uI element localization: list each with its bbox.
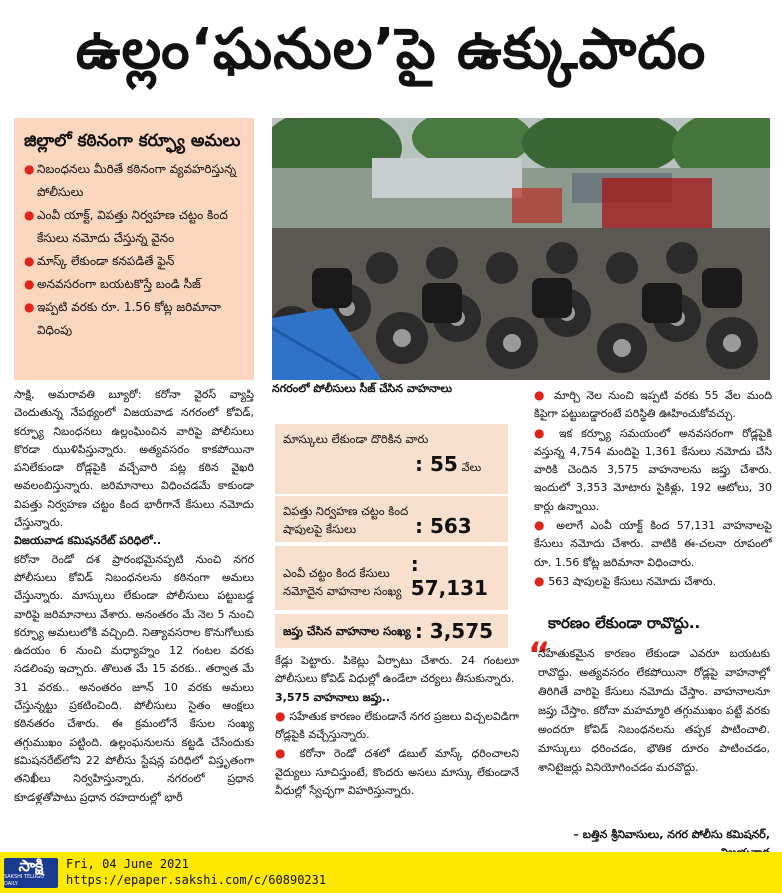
stat-label: మాస్కులు లేకుండా దొరికిన వారు	[283, 432, 429, 446]
stat-box-masks	[275, 424, 508, 494]
article-subhead: 3,575 వాహనాలు జప్తు..	[275, 690, 391, 704]
stat-value: : 57,131	[410, 552, 488, 600]
stat-label: విపత్తు నిర్వహణ చట్టం కింద షాపులపై కేసులు	[283, 504, 409, 536]
quote-attribution: – బత్తిన శ్రీనివాసులు, నగర పోలీసు కమిషనర్,	[573, 828, 770, 841]
quote-text: సహేతుకమైన కారణం లేకుండా ఎవరూ బయటకు రావొద్దు. అత్యవసరం లేకపోయినా రోడ్లపై వాహనాల్లో తిరిగితే వారిపై కేసులు నమోదు చేస్తాం. వాహనాలనూ జప్తు చేస్తాం. కరోనా మహమ్మారి తగ్గుముఖం పట్టే వరకు అందరూ కోవిడ్ నిబంధనలను తప్పక పాటించాలి. మాస్కులు ధరించడం, భౌతిక దూరం పాటించడం, శానిటైజర్లు వినియోగించడం మరవొద్దు.	[538, 647, 770, 774]
bullet-dot-icon: ●	[534, 425, 559, 440]
article-paragraph: సాక్షి, అమరావతి బ్యూరో: కరోనా వైరస్ వ్యాప్తి చెందుతున్న నేపథ్యంలో విజయవాడ నగరంలో కోవిడ్, కర్ఫ్యూ నిబంధనలు ఉల్లంఘించిన వారిపై పోలీసులు కొరడా ఝుళిపిస్తున్నారు. అత్యవసరం కాకపోయినా పనిలేకుండా రోడ్లపైకి వచ్చేవారి పట్ల కఠిన వైఖరి అవలంబిస్తున్నారు. జరిమానాలు విధించడమే కాకుండా విపత్తు నిర్వహణ చట్టం కింద భారీగానే కేసులు నమోదు చేస్తున్నారు.	[14, 388, 254, 530]
stat-value: : 563	[415, 514, 472, 538]
article-column-3	[534, 386, 772, 591]
stat-box-seized	[275, 614, 508, 648]
article-column-2	[275, 652, 519, 800]
summary-bullet: ● నిబంధనలు మీరితే కఠినంగా వ్యవహరిస్తున్న పోలీసులు	[24, 158, 246, 204]
bullet-dot-icon: ●	[24, 277, 35, 291]
stat-box-mv-act	[275, 546, 508, 610]
sakshi-logo	[4, 858, 58, 888]
article-paragraph: కేడ్లు పెట్టారు. పికెట్లు ఏర్పాటు చేశారు. 24 గంటలూ పోలీసులు కోవిడ్ విధుల్లో ఉండేలా చర్యలు తీసుకున్నారు.	[275, 654, 519, 686]
stat-label: ఎంవీ చట్టం కింద కేసులు నమోదైన వాహనాల సంఖ్య	[283, 566, 402, 598]
quote-mark-icon: “	[528, 635, 551, 675]
bullet-dot-icon: ●	[275, 708, 290, 723]
summary-bullets	[24, 158, 246, 342]
article-bullet: అలాగే ఎంవీ యాక్ట్ కింద 57,131 వాహనాలపై కేసులు నమోదు చేశారు. వాటికి ఈ-చలనా రూపంలో రూ. 1.56 కోట్ల జరిమానా విధించారు.	[534, 519, 772, 569]
summary-bullet: ● అనవసరంగా బయటకొస్తే బండి సీజ్	[24, 273, 246, 296]
bullet-dot-icon: ●	[24, 162, 35, 176]
article-bullet: 563 షాపులపై కేసులు నమోదు చేశారు.	[548, 574, 717, 588]
bullet-dot-icon: ●	[534, 518, 557, 533]
logo-text: సాక్షి	[18, 856, 44, 875]
stat-value: : 3,575	[414, 619, 494, 643]
bullet-dot-icon: ●	[24, 208, 35, 222]
footer-url[interactable]: https://epaper.sakshi.com/c/60890231	[66, 873, 327, 887]
quote-title: కారణం లేకుండా రావొద్దు..	[548, 614, 701, 632]
stat-box-shops	[275, 496, 508, 542]
summary-title: జిల్లాలో కఠినంగా కర్ఫ్యూ అమలు	[24, 131, 241, 151]
footer-date: Fri, 04 June 2021	[66, 857, 189, 871]
stat-value: : 55	[415, 452, 458, 476]
bullet-dot-icon: ●	[275, 746, 300, 761]
seized-vehicles-photo	[272, 118, 770, 380]
article-bullet: సహేతుక కారణం లేకుండానే నగర ప్రజలు విచ్చలవిడిగా రోడ్లపైకి వచ్చేస్తున్నారు.	[275, 709, 519, 742]
summary-bullet: ● ఇప్పటి వరకు రూ. 1.56 కోట్ల జరిమానా విధింపు	[24, 296, 246, 342]
stat-label: జప్తు చేసిన వాహనాల సంఖ్య	[283, 624, 411, 638]
logo-subtext: SAKSHI TELUGU DAILY	[4, 874, 44, 887]
article-subhead: విజయవాడ కమిషనరేట్ పరిధిలో..	[14, 534, 162, 548]
bullet-dot-icon: ●	[24, 300, 35, 314]
headline: ఉల్లం‘ఘనుల’పై ఉక్కుపాదం	[75, 16, 707, 82]
article-bullet: మార్చి నెల నుంచి ఇప్పటి వరకు 55 వేల మంది కిపైగా పట్టుబడ్డారంటే పరిస్థితి ఊహించుకోవచ్చు.	[534, 389, 772, 421]
summary-bullet: ● ఎంవీ యాక్ట్, విపత్తు నిర్వహణ చట్టం కింద కేసులు నమోదు చేస్తున్న వైనం	[24, 204, 246, 250]
bullet-dot-icon: ●	[534, 573, 549, 588]
article-bullet: కరోనా రెండో దశలో డబుల్ మాస్క్ ధరించాలని వైద్యులు సూచిస్తుంటే, కొందరు అసలు మాస్కు లేకుండానే వీధుల్లో స్వేచ్ఛగా విహరిస్తున్నారు.	[275, 747, 519, 798]
article-column-1	[14, 386, 254, 807]
bullet-dot-icon: ●	[24, 254, 35, 268]
bullet-dot-icon: ●	[534, 388, 555, 402]
article-bullet: ఇక కర్ఫ్యూ సమయంలో అనవసరంగా రోడ్లపైకి వస్తున్న 4,754 మందిపై 1,361 కేసులు నమోదు చేసి వారికి చెందిన 3,575 వాహనాలను జప్తు చేశారు. ఇందులో 3,353 మోటారు సైకిళ్లు, 192 ఆటోలు, 30 కార్లు ఉన్నాయి.	[534, 426, 772, 513]
stat-unit: వేలు	[461, 461, 482, 474]
summary-bullet: ● మాస్క్ లేకుండా కనపడితే ఫైన్	[24, 250, 246, 273]
summary-box	[14, 118, 254, 380]
article-paragraph: కరోనా రెండో దశ ప్రారంభమైనప్పటి నుంచి నగర పోలీసులు కోవిడ్ నిబంధనలను కఠినంగా అమలు చేస్తున్నారు. మాస్కులు లేకుండా పోలీసులు పట్టుబడ్డ వారిపై జరిమానాలు వేశారు. అనంతరం మే నెల 5 నుంచి కర్ఫ్యూ అమలులోకి వచ్చింది. నిత్యావసరాల కొనుగోలుకు ఉదయం 6 నుంచి మధ్యాహ్నం 12 గంటల వరకు సడలింపు ఇచ్చారు. తొలుత మే 15 వరకు.. తర్వాత మే 31 వరకు.. అనంతరం జూన్ 10 వరకు అమలు చేస్తున్నట్టు ప్రకటించింది. పోలీసులు సైతం ఆంక్షలు కఠినతరం చేశారు. ఈ క్రమంలోనే కేసుల సంఖ్య తగ్గుముఖం పట్టింది. ఉల్లంఘనులను కట్టడి చేసేందుకు కమిషనరేట్‌లోని 22 పోలీసు స్టేషన్ల పరిధిలో విస్తృతంగా తనిఖీలు నిర్వహిస్తున్నారు. నగరంలో ప్రధాన కూడళ్లతోపాటు ప్రధాన రహదారుల్లో భారీ	[14, 552, 254, 804]
photo-caption: నగరంలో పోలీసులు సీజ్ చేసిన వాహనాలు	[272, 382, 453, 395]
